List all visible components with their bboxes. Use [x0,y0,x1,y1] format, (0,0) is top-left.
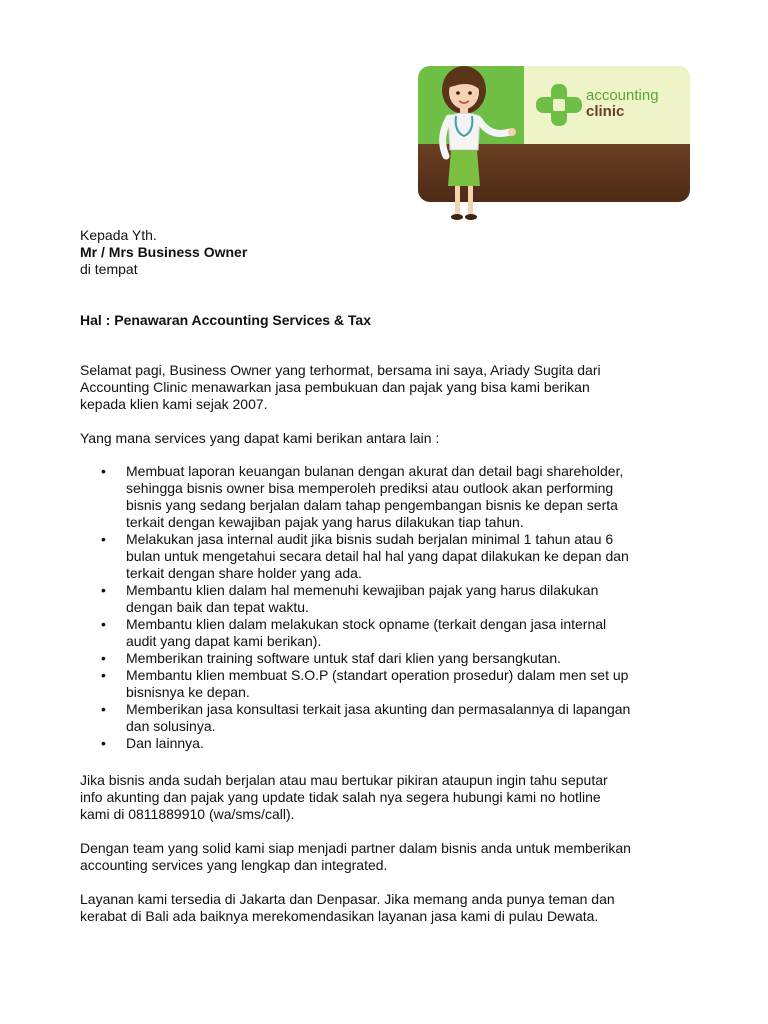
list-item-line: Memberikan jasa konsultasi terkait jasa akunting dan permasalannya di lapangan [126,701,631,717]
recipient-name: Mr / Mrs Business Owner [80,244,248,260]
list-item-line: dengan baik dan tepat waktu. [126,599,309,615]
bullet-icon: • [101,463,106,479]
list-item [80,531,700,582]
list-item-line: terkait dengan kewajiban pajak yang harus dilakukan tiap tahun. [126,514,524,530]
list-item [80,582,700,616]
hotline-line: kami di 0811889910 (wa/sms/call). [80,806,295,822]
intro-line: Selamat pagi, Business Owner yang terhormat, bersama ini saya, Ariady Sugita dari [80,362,601,378]
list-item [80,667,700,701]
woman-accountant-icon [424,66,516,224]
list-item-line: Membuat laporan keuangan bulanan dengan akurat dan detail bagi shareholder, [126,463,624,479]
services-list [80,463,700,752]
team-paragraph [80,840,631,874]
hotline-line: info akunting dan pajak yang update tidak salah nya segera hubungi kami no hotline [80,789,601,805]
list-item-line: Melakukan jasa internal audit jika bisnis sudah berjalan minimal 1 tahun atau 6 [126,531,614,547]
intro-line: kepada klien kami sejak 2007. [80,396,268,412]
bullet-icon: • [101,582,106,598]
list-item-line: terkait dengan share holder yang ada. [126,565,362,581]
bullet-icon: • [101,531,106,547]
logo-word-accounting: accounting [586,87,659,104]
list-item-line: audit yang dapat kami berikan). [126,633,322,649]
bullet-icon: • [101,616,106,632]
hotline-paragraph [80,772,608,823]
bullet-icon: • [101,650,106,666]
bullet-icon: • [101,735,106,751]
team-line: Dengan team yang solid kami siap menjadi partner dalam bisnis anda untuk memberikan [80,840,631,856]
services-intro: Yang mana services yang dapat kami berikan antara lain : [80,430,440,446]
logo-word-clinic: clinic [586,103,625,120]
location-line: kerabat di Bali ada baiknya merekomendasikan layanan jasa kami di pulau Dewata. [80,908,599,924]
list-item-line: sehingga bisnis owner bisa memperoleh prediksi atau outlook akan performing [126,480,614,496]
list-item-line: bisnis yang sedang berjalan dalam tahap pengembangan bisnis ke depan serta [126,497,618,513]
location-paragraph [80,891,615,925]
list-item [80,650,700,667]
location-line: Layanan kami tersedia di Jakarta dan Denpasar. Jika memang anda punya teman dan [80,891,615,907]
salutation: Kepada Yth. [80,227,157,243]
list-item [80,735,700,752]
bullet-icon: • [101,667,106,683]
recipient-place: di tempat [80,261,138,277]
intro-line: Accounting Clinic menawarkan jasa pembukuan dan pajak yang bisa kami berikan [80,379,590,395]
list-item-line: bisnisnya ke depan. [126,684,250,700]
intro-paragraph [80,362,601,413]
list-item-line: Memberikan training software untuk staf dari klien yang bersangkutan. [126,650,562,666]
bullet-icon: • [101,701,106,717]
list-item [80,701,700,735]
hotline-line: Jika bisnis anda sudah berjalan atau mau bertukar pikiran ataupun ingin tahu seputar [80,772,608,788]
medical-cross-icon [536,84,582,126]
list-item-line: Dan lainnya. [126,735,204,751]
list-item-line: dan solusinya. [126,718,216,734]
list-item-line: Membantu klien dalam hal memenuhi kewajiban pajak yang harus dilakukan [126,582,599,598]
team-line: accounting services yang lengkap dan integrated. [80,857,388,873]
logo-wordmark [586,88,659,120]
list-item [80,463,700,531]
recipient-block [80,227,247,278]
subject-line: Hal : Penawaran Accounting Services & Tax [80,312,371,328]
list-item-line: bulan untuk mengetahui secara detail hal hal yang dapat dilakukan ke depan dan [126,548,629,564]
list-item-line: Membantu klien membuat S.O.P (standart operation prosedur) dalam men set up [126,667,629,683]
list-item-line: Membantu klien dalam melakukan stock opname (terkait dengan jasa internal [126,616,607,632]
list-item [80,616,700,650]
